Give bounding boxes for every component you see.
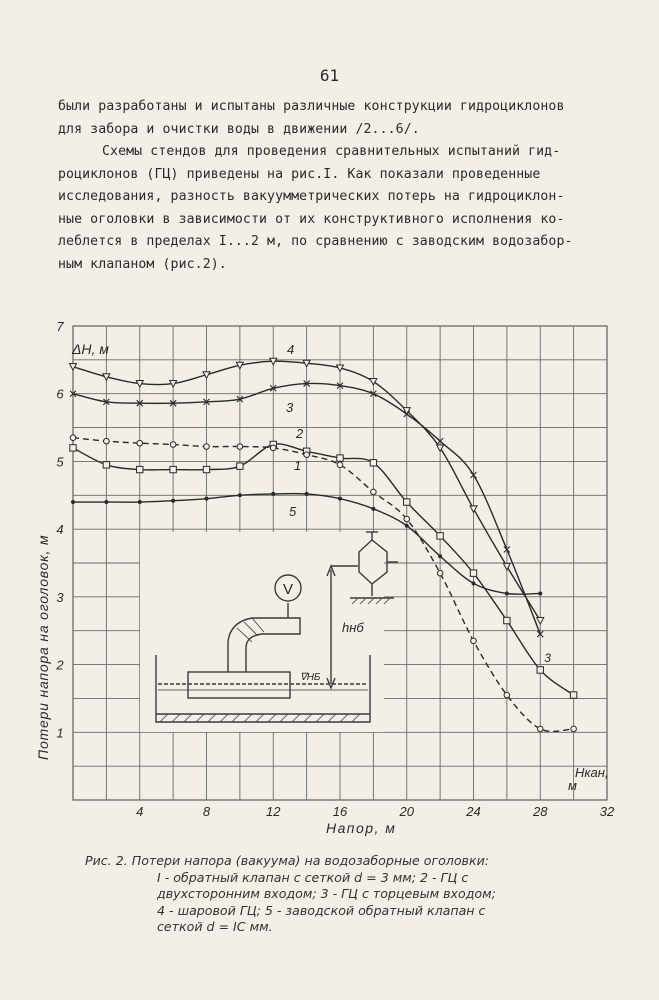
text-line: исследования, разность вакуумметрических потерь на гидроциклон-	[58, 189, 565, 204]
head-label: hнб	[342, 620, 364, 635]
series-label: 1	[294, 458, 302, 473]
y-tick-label: 4	[56, 522, 64, 538]
text-line: были разработаны и испытаны различные конструкции гидроциклонов	[58, 99, 565, 114]
test-stand-schematic	[140, 532, 398, 732]
data-point	[237, 463, 243, 469]
y-tick-label: 6	[56, 386, 64, 402]
data-point	[137, 440, 143, 446]
series-label: 2	[296, 426, 304, 441]
data-point	[404, 499, 410, 505]
data-point	[271, 492, 275, 496]
data-point	[437, 533, 443, 539]
data-point	[170, 442, 176, 448]
text-line: роциклонов (ГЦ) приведены на рис.I. Как показали проведенные	[58, 166, 541, 182]
x-axis-note-line2: м	[568, 778, 577, 793]
data-point	[470, 506, 477, 512]
y-axis-label: Потери напора на оголовок, м	[35, 534, 51, 760]
series-label: 5	[289, 504, 297, 519]
x-tick-label: 32	[599, 804, 615, 819]
x-tick-label: 24	[466, 804, 481, 819]
y-tick-label: 7	[56, 319, 64, 334]
data-point	[138, 500, 142, 504]
level-label: ∇НБ	[300, 672, 321, 683]
data-point	[538, 591, 542, 595]
x-tick-label: 16	[332, 804, 348, 819]
y-tick-label: 1	[56, 725, 64, 741]
x-tick-label: 12	[266, 804, 281, 819]
data-point	[103, 462, 109, 468]
series-label: 3	[286, 400, 294, 415]
text-line: Схемы стендов для проведения сравнительных испытаний гид-	[102, 144, 561, 159]
text-line: ным клапаном (рис.2).	[58, 256, 227, 272]
data-point	[405, 524, 409, 528]
data-point	[571, 726, 577, 732]
text-line: леблется в пределах I...2 м, по сравнению с заводским водозабор-	[58, 234, 573, 249]
figure-caption	[85, 853, 496, 936]
data-point	[570, 692, 576, 698]
page-number: 61	[319, 66, 340, 85]
data-point	[371, 489, 377, 495]
gauge-label: V	[283, 581, 294, 598]
x-tick-label: 4	[136, 804, 144, 819]
data-point	[304, 452, 310, 458]
data-point	[104, 500, 108, 504]
data-point	[238, 493, 242, 497]
data-point	[171, 499, 175, 503]
data-point	[337, 455, 343, 461]
data-point	[505, 591, 509, 595]
x-tick-label: 8	[202, 804, 211, 819]
x-tick-label: 20	[399, 804, 414, 819]
data-point	[270, 445, 276, 451]
text-line: ные оголовки в зависимости от их конструктивного исполнения ко-	[58, 211, 565, 227]
data-point	[470, 570, 476, 576]
data-point	[504, 692, 510, 698]
data-point	[370, 379, 377, 386]
data-point	[503, 563, 510, 570]
data-point	[305, 492, 309, 496]
caption-line: 4 - шаровой ГЦ; 5 - заводской обратный клапан с	[157, 902, 486, 918]
data-point	[203, 466, 209, 472]
x-axis-note-line1: Нкан,	[575, 765, 609, 780]
data-point	[170, 466, 176, 472]
x-tick-label: 28	[533, 804, 548, 819]
text-line: для забора и очистки воды в движении /2...6/.	[58, 121, 420, 137]
data-point	[370, 460, 376, 466]
y-axis-unit: ΔH, м	[72, 341, 109, 357]
data-point	[371, 507, 375, 511]
data-point	[537, 726, 543, 732]
data-point	[438, 554, 442, 558]
data-point	[337, 462, 343, 468]
data-point	[104, 438, 110, 444]
caption-line: I - обратный клапан с сеткой d = 3 мм; 2 - ГЦ с	[157, 869, 469, 885]
caption-line: Рис. 2. Потери напора (вакуума) на водозаборные оголовки:	[85, 853, 490, 868]
data-point	[471, 638, 477, 644]
data-point	[504, 617, 510, 623]
data-point	[472, 581, 476, 585]
x-axis-label: Напор, м	[326, 820, 397, 836]
data-point	[205, 497, 209, 501]
data-point	[437, 570, 443, 576]
series-label: 4	[287, 342, 295, 357]
data-point	[338, 497, 342, 501]
caption-line: двухсторонним входом; 3 - ГЦ с торцевым входом;	[157, 886, 496, 901]
data-point	[404, 516, 410, 522]
caption-line: сеткой d = IC мм.	[157, 919, 273, 934]
data-point	[70, 435, 76, 441]
data-point	[537, 667, 543, 673]
data-point	[204, 444, 210, 450]
data-point	[237, 444, 243, 450]
data-point	[70, 445, 76, 451]
data-point	[71, 500, 75, 504]
series-end-label: 3	[544, 651, 551, 666]
y-tick-label: 3	[56, 589, 64, 605]
y-tick-label: 5	[56, 454, 64, 470]
y-tick-label: 2	[56, 657, 64, 673]
data-point	[537, 618, 544, 625]
data-point	[137, 466, 143, 472]
